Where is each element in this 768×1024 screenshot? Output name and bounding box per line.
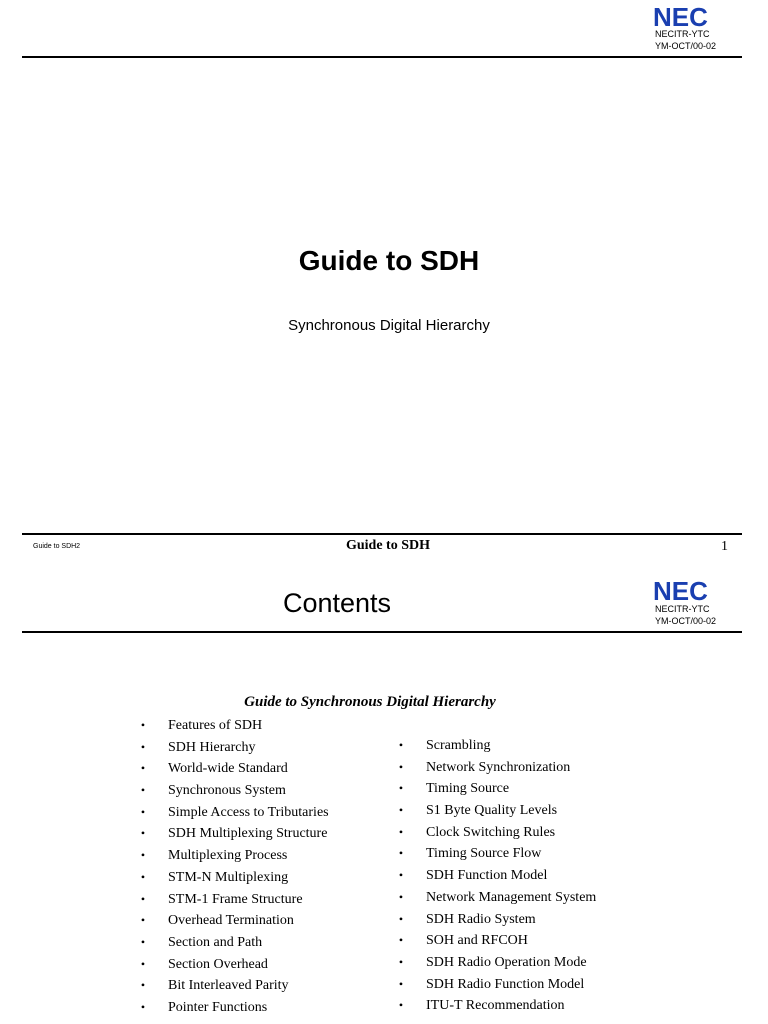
bullet-icon: • <box>398 889 404 904</box>
contents-list-left <box>138 715 329 1019</box>
contents-item-label: Section and Path <box>168 934 263 950</box>
contents-item-label: Section Overhead <box>168 956 268 972</box>
contents-list-item <box>396 995 596 1017</box>
bullet-icon: • <box>398 998 404 1013</box>
contents-item-label: SDH Radio Operation Mode <box>426 954 587 970</box>
page-subtitle: Synchronous Digital Hierarchy <box>288 317 490 334</box>
bullet-icon: • <box>398 868 404 883</box>
bullet-icon: • <box>140 869 146 884</box>
footer-left-label: Guide to SDH2 <box>33 543 81 550</box>
contents-list-item <box>396 909 596 931</box>
contents-item-label: SDH Multiplexing Structure <box>168 826 328 842</box>
page-number: 1 <box>721 539 728 554</box>
contents-item-label: World-wide Standard <box>168 761 288 777</box>
bullet-icon: • <box>398 738 404 752</box>
ref-line-2: YM-OCT/00-02 <box>655 41 717 51</box>
bullet-icon: • <box>140 848 146 863</box>
contents-list-item <box>396 887 596 909</box>
header-rule <box>22 56 742 58</box>
contents-item-label: SDH Hierarchy <box>168 739 256 755</box>
contents-rule <box>22 631 742 633</box>
nec-logo: NEC <box>653 2 708 32</box>
contents-list-item <box>138 975 329 997</box>
bullet-icon: • <box>140 934 146 949</box>
contents-item-label: SDH Radio System <box>426 911 536 927</box>
bullet-icon: • <box>140 761 146 776</box>
contents-item-label: Clock Switching Rules <box>426 824 556 840</box>
bullet-icon: • <box>398 781 404 796</box>
contents-item-label: Bit Interleaved Parity <box>168 978 289 994</box>
contents-item-label: Simple Access to Tributaries <box>168 804 329 820</box>
contents-item-label: Features of SDH <box>168 718 263 733</box>
ref-line-2: YM-OCT/00-02 <box>655 616 717 626</box>
contents-list-item <box>396 843 596 865</box>
bullet-icon: • <box>140 718 146 732</box>
contents-list-item <box>138 802 329 824</box>
contents-list-item <box>138 715 329 737</box>
bullet-icon: • <box>140 978 146 993</box>
contents-item-label: Overhead Termination <box>168 913 294 929</box>
bullet-icon: • <box>140 804 146 819</box>
contents-item-label: Timing Source <box>426 781 510 797</box>
bullet-icon: • <box>140 739 146 754</box>
contents-item-label: Scrambling <box>426 738 491 753</box>
contents-item-label: Multiplexing Process <box>168 848 288 864</box>
contents-list-item <box>138 780 329 802</box>
contents-list-item <box>396 952 596 974</box>
contents-list-item <box>396 974 596 996</box>
bullet-icon: • <box>398 954 404 969</box>
contents-list-item <box>138 737 329 759</box>
bullet-icon: • <box>398 933 404 948</box>
contents-item-label: S1 Byte Quality Levels <box>426 803 558 819</box>
contents-list-item <box>396 778 596 800</box>
bullet-icon: • <box>140 956 146 971</box>
contents-list-item <box>396 757 596 779</box>
contents-item-label: Pointer Functions <box>168 999 268 1015</box>
bullet-icon: • <box>398 911 404 926</box>
footer-rule <box>22 533 742 535</box>
contents-item-label: SDH Radio Function Model <box>426 976 585 992</box>
bullet-icon: • <box>398 803 404 818</box>
contents-list-item <box>138 889 329 911</box>
bullet-icon: • <box>140 783 146 798</box>
contents-list-item <box>396 930 596 952</box>
bullet-icon: • <box>140 999 146 1014</box>
contents-heading: Guide to Synchronous Digital Hierarchy <box>244 694 496 710</box>
contents-item-label: Network Synchronization <box>426 759 571 775</box>
contents-list-item <box>138 997 329 1019</box>
contents-list-item <box>396 822 596 844</box>
contents-list-item <box>138 932 329 954</box>
contents-title: Contents <box>282 588 392 618</box>
contents-item-label: ITU-T Recommendation <box>426 998 565 1014</box>
bullet-icon: • <box>140 826 146 841</box>
contents-list-item <box>138 823 329 845</box>
ref-line-1: NECITR-YTC <box>655 604 710 614</box>
contents-item-label: SOH and RFCOH <box>426 933 528 949</box>
contents-item-label: Timing Source Flow <box>426 846 542 862</box>
contents-list-right <box>396 735 596 1017</box>
contents-list-item <box>396 865 596 887</box>
footer-title: Guide to SDH <box>345 538 430 553</box>
doc-reference-top <box>655 28 716 52</box>
contents-list-item <box>138 867 329 889</box>
ref-line-1: NECITR-YTC <box>655 29 710 39</box>
contents-list-item <box>396 735 596 757</box>
doc-reference-2 <box>655 603 716 627</box>
contents-list-item <box>396 800 596 822</box>
nec-logo-2: NEC <box>653 576 708 606</box>
contents-list-item <box>138 845 329 867</box>
contents-list-item <box>138 910 329 932</box>
contents-item-label: STM-1 Frame Structure <box>168 891 303 907</box>
contents-list-item <box>138 954 329 976</box>
contents-list-item <box>138 758 329 780</box>
bullet-icon: • <box>398 759 404 774</box>
page-title: Guide to SDH <box>298 245 480 276</box>
contents-item-label: STM-N Multiplexing <box>168 869 289 885</box>
contents-item-label: SDH Function Model <box>426 868 548 884</box>
bullet-icon: • <box>398 846 404 861</box>
contents-item-label: Network Management System <box>426 889 597 905</box>
bullet-icon: • <box>140 891 146 906</box>
bullet-icon: • <box>398 976 404 991</box>
contents-item-label: Synchronous System <box>168 783 286 799</box>
bullet-icon: • <box>398 824 404 839</box>
bullet-icon: • <box>140 913 146 928</box>
